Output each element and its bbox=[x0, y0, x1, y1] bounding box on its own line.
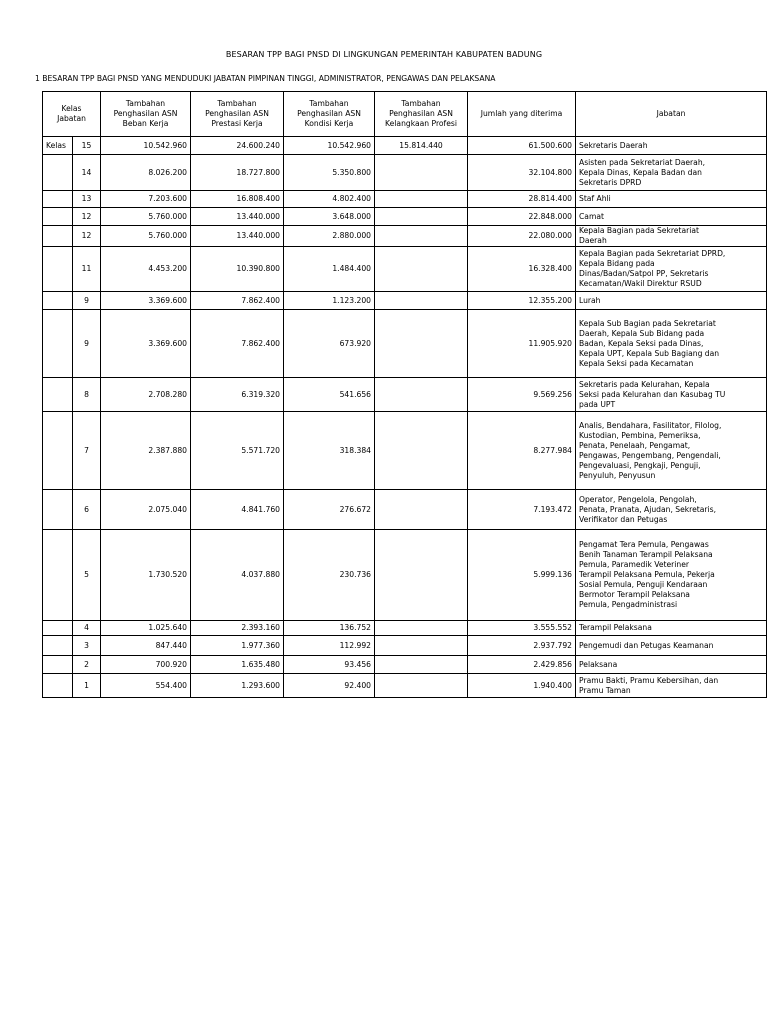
kelangkaan-profesi-cell bbox=[375, 226, 468, 247]
table-row bbox=[43, 137, 767, 155]
section-heading: 1 BESARAN TPP BAGI PNSD YANG MENDUDUKI JABATAN PIMPINAN TINGGI, ADMINISTRATOR, PENGAWAS DAN PELAKSANA bbox=[35, 74, 496, 83]
jumlah-diterima-cell: 7.193.472 bbox=[468, 490, 576, 530]
kelas-spacer bbox=[43, 636, 73, 656]
kondisi-kerja-cell: 230.736 bbox=[284, 530, 375, 621]
beban-kerja-cell: 5.760.000 bbox=[101, 226, 191, 247]
beban-kerja-cell: 7.203.600 bbox=[101, 191, 191, 208]
kondisi-kerja-cell: 5.350.800 bbox=[284, 155, 375, 191]
jumlah-diterima-cell: 11.905.920 bbox=[468, 310, 576, 378]
beban-kerja-cell: 700.920 bbox=[101, 656, 191, 674]
kondisi-kerja-cell: 136.752 bbox=[284, 621, 375, 636]
table-row bbox=[43, 412, 767, 490]
beban-kerja-cell: 2.387.880 bbox=[101, 412, 191, 490]
table-row bbox=[43, 292, 767, 310]
kelas-spacer bbox=[43, 310, 73, 378]
kelangkaan-profesi-cell bbox=[375, 621, 468, 636]
jabatan-cell: Staf Ahli bbox=[576, 191, 767, 208]
table-row bbox=[43, 378, 767, 412]
jabatan-cell: Pengemudi dan Petugas Keamanan bbox=[576, 636, 767, 656]
prestasi-kerja-cell: 4.841.760 bbox=[191, 490, 284, 530]
jumlah-diterima-cell: 61.500.600 bbox=[468, 137, 576, 155]
kondisi-kerja-cell: 673.920 bbox=[284, 310, 375, 378]
kelangkaan-profesi-cell bbox=[375, 208, 468, 226]
kelangkaan-profesi-cell bbox=[375, 490, 468, 530]
kelas-cell: 13 bbox=[73, 191, 101, 208]
kelangkaan-profesi-cell bbox=[375, 378, 468, 412]
kelas-cell: 9 bbox=[73, 292, 101, 310]
kondisi-kerja-cell: 541.656 bbox=[284, 378, 375, 412]
kelas-spacer bbox=[43, 292, 73, 310]
kondisi-kerja-cell: 1.123.200 bbox=[284, 292, 375, 310]
prestasi-kerja-cell: 1.293.600 bbox=[191, 674, 284, 698]
kelas-cell: 8 bbox=[73, 378, 101, 412]
jabatan-cell: Sekretaris Daerah bbox=[576, 137, 767, 155]
jumlah-diterima-cell: 2.429.856 bbox=[468, 656, 576, 674]
kelas-cell: 12 bbox=[73, 208, 101, 226]
kondisi-kerja-cell: 92.400 bbox=[284, 674, 375, 698]
table-header-row bbox=[43, 92, 767, 137]
jabatan-cell: Pengamat Tera Pemula, Pengawas Benih Tanaman Terampil Pelaksana Pemula, Paramedik Veteriner Terampil Pelaksana Pemula, Pekerja Sosial Pemula, Penguji Kendaraan Bermotor Terampil Pelaksana Pemula, Pengadministrasi bbox=[576, 530, 767, 621]
table-row bbox=[43, 226, 767, 247]
kelas-spacer bbox=[43, 247, 73, 292]
kelangkaan-profesi-cell: 15.814.440 bbox=[375, 137, 468, 155]
kelangkaan-profesi-cell bbox=[375, 636, 468, 656]
prestasi-kerja-cell: 1.635.480 bbox=[191, 656, 284, 674]
table-row bbox=[43, 530, 767, 621]
header-kelas-jabatan: Kelas Jabatan bbox=[43, 92, 101, 137]
jabatan-cell: Pramu Bakti, Pramu Kebersihan, dan Pramu Taman bbox=[576, 674, 767, 698]
prestasi-kerja-cell: 4.037.880 bbox=[191, 530, 284, 621]
prestasi-kerja-cell: 5.571.720 bbox=[191, 412, 284, 490]
kelas-cell: 9 bbox=[73, 310, 101, 378]
kelas-cell: 5 bbox=[73, 530, 101, 621]
kelangkaan-profesi-cell bbox=[375, 530, 468, 621]
header-kondisi-kerja: Tambahan Penghasilan ASN Kondisi Kerja bbox=[284, 92, 375, 137]
prestasi-kerja-cell: 13.440.000 bbox=[191, 226, 284, 247]
table-row bbox=[43, 310, 767, 378]
kondisi-kerja-cell: 3.648.000 bbox=[284, 208, 375, 226]
kondisi-kerja-cell: 2.880.000 bbox=[284, 226, 375, 247]
jabatan-cell: Analis, Bendahara, Fasilitator, Filolog, Kustodian, Pembina, Pemeriksa, Penata, Penelaah, Pengamat, Pengawas, Pengembang, Pengendali, Pengevaluasi, Pengkaji, Penguji, Penyuluh, Penyusun bbox=[576, 412, 767, 490]
kondisi-kerja-cell: 1.484.400 bbox=[284, 247, 375, 292]
kelas-label: Kelas bbox=[43, 137, 73, 155]
jumlah-diterima-cell: 1.940.400 bbox=[468, 674, 576, 698]
table-row bbox=[43, 247, 767, 292]
beban-kerja-cell: 5.760.000 bbox=[101, 208, 191, 226]
kelas-cell: 12 bbox=[73, 226, 101, 247]
kondisi-kerja-cell: 10.542.960 bbox=[284, 137, 375, 155]
jabatan-cell: Lurah bbox=[576, 292, 767, 310]
beban-kerja-cell: 2.708.280 bbox=[101, 378, 191, 412]
jabatan-cell: Terampil Pelaksana bbox=[576, 621, 767, 636]
kondisi-kerja-cell: 112.992 bbox=[284, 636, 375, 656]
kelas-spacer bbox=[43, 191, 73, 208]
kelangkaan-profesi-cell bbox=[375, 292, 468, 310]
header-prestasi-kerja: Tambahan Penghasilan ASN Prestasi Kerja bbox=[191, 92, 284, 137]
table-row bbox=[43, 490, 767, 530]
prestasi-kerja-cell: 24.600.240 bbox=[191, 137, 284, 155]
jabatan-cell: Camat bbox=[576, 208, 767, 226]
kelas-cell: 2 bbox=[73, 656, 101, 674]
jumlah-diterima-cell: 12.355.200 bbox=[468, 292, 576, 310]
beban-kerja-cell: 3.369.600 bbox=[101, 310, 191, 378]
beban-kerja-cell: 1.025.640 bbox=[101, 621, 191, 636]
jumlah-diterima-cell: 8.277.984 bbox=[468, 412, 576, 490]
kelas-spacer bbox=[43, 155, 73, 191]
beban-kerja-cell: 2.075.040 bbox=[101, 490, 191, 530]
prestasi-kerja-cell: 18.727.800 bbox=[191, 155, 284, 191]
header-beban-kerja: Tambahan Penghasilan ASN Beban Kerja bbox=[101, 92, 191, 137]
beban-kerja-cell: 8.026.200 bbox=[101, 155, 191, 191]
kelangkaan-profesi-cell bbox=[375, 656, 468, 674]
kelas-spacer bbox=[43, 378, 73, 412]
kelas-cell: 11 bbox=[73, 247, 101, 292]
header-jabatan: Jabatan bbox=[576, 92, 767, 137]
kelas-spacer bbox=[43, 490, 73, 530]
kelas-spacer bbox=[43, 412, 73, 490]
kelas-cell: 7 bbox=[73, 412, 101, 490]
prestasi-kerja-cell: 7.862.400 bbox=[191, 292, 284, 310]
kelangkaan-profesi-cell bbox=[375, 155, 468, 191]
kelangkaan-profesi-cell bbox=[375, 310, 468, 378]
jumlah-diterima-cell: 3.555.552 bbox=[468, 621, 576, 636]
kelas-cell: 4 bbox=[73, 621, 101, 636]
beban-kerja-cell: 554.400 bbox=[101, 674, 191, 698]
kondisi-kerja-cell: 93.456 bbox=[284, 656, 375, 674]
prestasi-kerja-cell: 7.862.400 bbox=[191, 310, 284, 378]
table-row bbox=[43, 208, 767, 226]
table-row bbox=[43, 636, 767, 656]
kelas-cell: 15 bbox=[73, 137, 101, 155]
jabatan-cell: Pelaksana bbox=[576, 656, 767, 674]
kelas-cell: 14 bbox=[73, 155, 101, 191]
kelangkaan-profesi-cell bbox=[375, 247, 468, 292]
header-kelangkaan-profesi: Tambahan Penghasilan ASN Kelangkaan Profesi bbox=[375, 92, 468, 137]
jumlah-diterima-cell: 22.848.000 bbox=[468, 208, 576, 226]
jumlah-diterima-cell: 9.569.256 bbox=[468, 378, 576, 412]
table-row bbox=[43, 155, 767, 191]
jabatan-cell: Kepala Bagian pada Sekretariat DPRD, Kepala Bidang pada Dinas/Badan/Satpol PP, Sekretaris Kecamatan/Wakil Direktur RSUD bbox=[576, 247, 767, 292]
jumlah-diterima-cell: 16.328.400 bbox=[468, 247, 576, 292]
kelangkaan-profesi-cell bbox=[375, 674, 468, 698]
jumlah-diterima-cell: 32.104.800 bbox=[468, 155, 576, 191]
prestasi-kerja-cell: 13.440.000 bbox=[191, 208, 284, 226]
tpp-table bbox=[42, 91, 767, 698]
jumlah-diterima-cell: 22.080.000 bbox=[468, 226, 576, 247]
prestasi-kerja-cell: 2.393.160 bbox=[191, 621, 284, 636]
table-row bbox=[43, 621, 767, 636]
kelas-spacer bbox=[43, 656, 73, 674]
table-row bbox=[43, 656, 767, 674]
beban-kerja-cell: 3.369.600 bbox=[101, 292, 191, 310]
beban-kerja-cell: 1.730.520 bbox=[101, 530, 191, 621]
kelangkaan-profesi-cell bbox=[375, 412, 468, 490]
kelas-spacer bbox=[43, 226, 73, 247]
beban-kerja-cell: 4.453.200 bbox=[101, 247, 191, 292]
kelas-cell: 6 bbox=[73, 490, 101, 530]
kelas-spacer bbox=[43, 530, 73, 621]
table-row bbox=[43, 674, 767, 698]
prestasi-kerja-cell: 6.319.320 bbox=[191, 378, 284, 412]
jumlah-diterima-cell: 28.814.400 bbox=[468, 191, 576, 208]
jabatan-cell: Asisten pada Sekretariat Daerah, Kepala Dinas, Kepala Badan dan Sekretaris DPRD bbox=[576, 155, 767, 191]
jumlah-diterima-cell: 2.937.792 bbox=[468, 636, 576, 656]
kelas-cell: 1 bbox=[73, 674, 101, 698]
beban-kerja-cell: 10.542.960 bbox=[101, 137, 191, 155]
kondisi-kerja-cell: 276.672 bbox=[284, 490, 375, 530]
kelas-spacer bbox=[43, 674, 73, 698]
beban-kerja-cell: 847.440 bbox=[101, 636, 191, 656]
kondisi-kerja-cell: 318.384 bbox=[284, 412, 375, 490]
prestasi-kerja-cell: 10.390.800 bbox=[191, 247, 284, 292]
jabatan-cell: Sekretaris pada Kelurahan, Kepala Seksi pada Kelurahan dan Kasubag TU pada UPT bbox=[576, 378, 767, 412]
kelas-spacer bbox=[43, 621, 73, 636]
kelangkaan-profesi-cell bbox=[375, 191, 468, 208]
jabatan-cell: Kepala Bagian pada Sekretariat Daerah bbox=[576, 226, 767, 247]
header-jumlah-diterima: Jumlah yang diterima bbox=[468, 92, 576, 137]
kelas-spacer bbox=[43, 208, 73, 226]
jabatan-cell: Operator, Pengelola, Pengolah, Penata, Pranata, Ajudan, Sekretaris, Verifikator dan Petugas bbox=[576, 490, 767, 530]
jabatan-cell: Kepala Sub Bagian pada Sekretariat Daerah, Kepala Sub Bidang pada Badan, Kepala Seksi pada Dinas, Kepala UPT, Kepala Sub Bagiang dan Kepala Seksi pada Kecamatan bbox=[576, 310, 767, 378]
kondisi-kerja-cell: 4.802.400 bbox=[284, 191, 375, 208]
kelas-cell: 3 bbox=[73, 636, 101, 656]
prestasi-kerja-cell: 1.977.360 bbox=[191, 636, 284, 656]
table-body bbox=[43, 137, 767, 698]
jumlah-diterima-cell: 5.999.136 bbox=[468, 530, 576, 621]
document-title: BESARAN TPP BAGI PNSD DI LINGKUNGAN PEMERINTAH KABUPATEN BADUNG bbox=[225, 50, 543, 59]
prestasi-kerja-cell: 16.808.400 bbox=[191, 191, 284, 208]
table-row bbox=[43, 191, 767, 208]
